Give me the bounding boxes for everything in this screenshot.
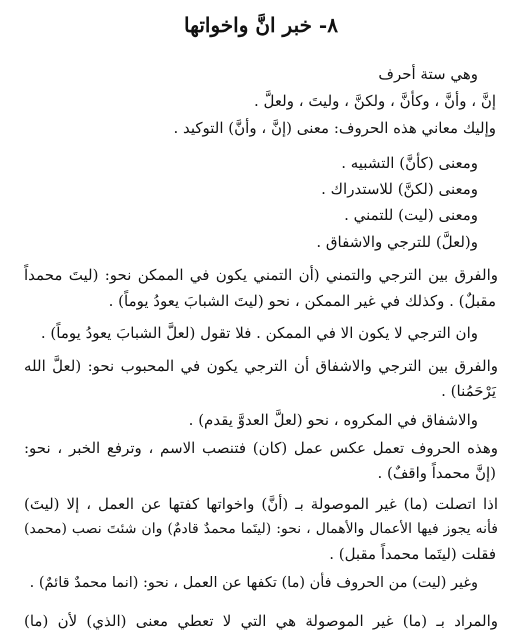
- text-line: وان الترجي لا يكون الا في الممكن . فلا تقول (لعلَّ الشبابَ يعودُ يوماً) .: [40, 324, 478, 342]
- text-line: وهي ستة أحرف: [378, 65, 478, 83]
- text-line: وغير (ليت) من الحروف فأن (ما) تكفها عن العمل ، نحو: (انما محمدٌ قائمٌ) .: [29, 575, 478, 591]
- text-line: والمراد بـ (ما) غير الموصولة هي التي لا تعطي معنى (الذي) لأن (ما): [24, 612, 498, 630]
- text-line: والفرق بين الترجي والتمني (أن التمني يكون في الممكن نحو: (ليتَ محمداً: [24, 266, 498, 284]
- section-title: ٨- خبر انَّ واخواتها: [184, 13, 338, 37]
- text-line: وإليك معاني هذه الحروف: معنى (إنَّ ، وأنَّ) التوكيد .: [173, 119, 496, 137]
- text-line: ومعنى (لكنَّ) للاستدراك .: [321, 180, 478, 198]
- text-line: ومعنى (كأنَّ) التشبيه .: [341, 154, 478, 172]
- text-line: والاشفاق في المكروه ، نحو (لعلَّ العدوَّ يقدم) .: [188, 411, 478, 429]
- text-line: ومعنى (ليت) للتمني .: [344, 206, 478, 224]
- text-line: فقلت (ليتَما محمداً مقبل) .: [329, 545, 496, 563]
- text-line: والفرق بين الترجي والاشفاق أن الترجي يكون في المحبوب نحو: (لعلَّ الله: [24, 357, 498, 375]
- text-line: وهذه الحروف تعمل عكس عمل (كان) فتنصب الاسم ، وترفع الخبر ، نحو:: [24, 439, 498, 457]
- text-line: إنَّ ، وأنَّ ، وكأنَّ ، ولكنَّ ، وليتَ ، ولعلَّ .: [254, 92, 496, 110]
- text-line: يَرْحَمُنا) .: [441, 382, 496, 400]
- text-line: اذا اتصلت (ما) غير الموصولة بـ (أنَّ) واخواتها كفتها عن العمل ، إلا (ليتَ): [24, 495, 498, 513]
- text-line: فأنه يجوز فيها الأعمال والأهمال ، نحو: (ليتَما محمدٌ قادمٌ) وان شئتَ نصب (محمد): [24, 521, 498, 537]
- text-line: مقبلٌ) . وكذلك في غير الممكن ، نحو (ليتَ الشبابَ يعودُ يوماً) .: [108, 292, 496, 310]
- text-line: (إنَّ محمداً واقفٌ) .: [377, 464, 496, 482]
- text-line: و(لعلَّ) للترجي والاشفاق .: [316, 233, 478, 251]
